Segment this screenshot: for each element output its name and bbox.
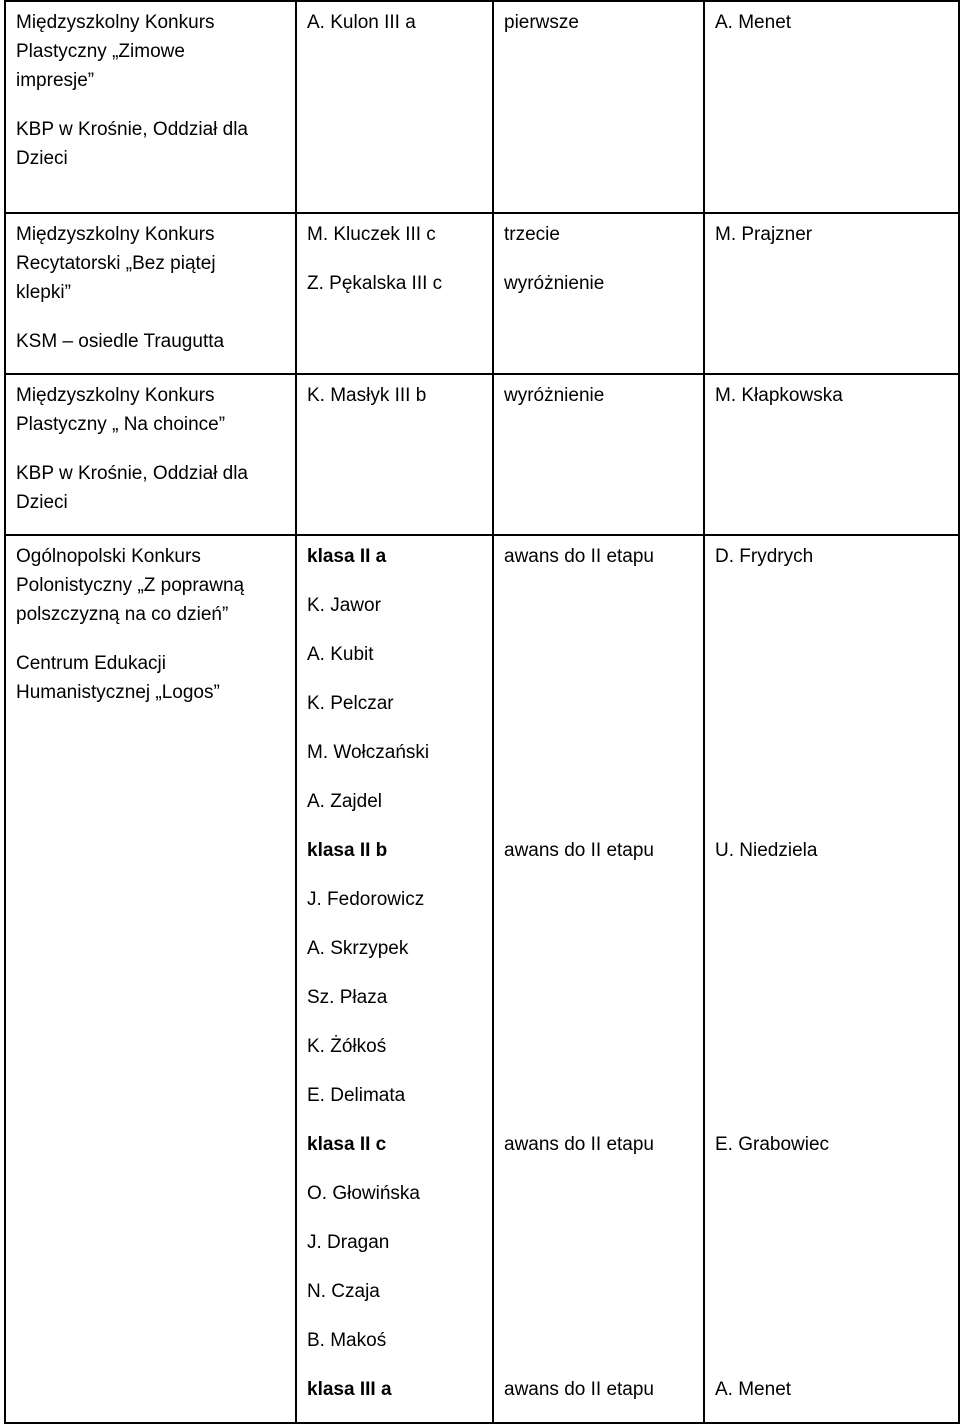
contest-cell xyxy=(5,213,296,374)
organizer xyxy=(16,649,285,707)
student-name: A. Kubit xyxy=(307,644,374,665)
contest-cell xyxy=(5,1,296,213)
teacher-name xyxy=(715,1071,948,1120)
teacher-cell xyxy=(704,1,959,213)
students-cell xyxy=(296,1,493,213)
result-text: trzecie xyxy=(504,224,560,245)
table-row xyxy=(5,213,959,374)
competition-results-table xyxy=(4,0,960,1424)
students-cell xyxy=(296,374,493,535)
contest-cell xyxy=(5,535,296,1423)
organizer xyxy=(16,327,285,356)
table-row xyxy=(5,535,959,1423)
teacher-name: A. Menet xyxy=(715,1379,792,1400)
result-cell xyxy=(493,374,704,535)
contest-name-line: Międzyszkolny Konkurs xyxy=(16,385,215,406)
organizer-line: Dzieci xyxy=(16,148,68,169)
teacher-name xyxy=(715,581,948,630)
student-name: K. Pelczar xyxy=(307,693,394,714)
contest-name-line: impresje” xyxy=(16,70,95,91)
teacher-name xyxy=(715,1267,948,1316)
contest-name-line: Plastyczny „ Na choince” xyxy=(16,414,226,435)
result-text: wyróżnienie xyxy=(504,385,605,406)
organizer xyxy=(16,459,285,517)
organizer xyxy=(16,115,285,173)
student-name: A. Zajdel xyxy=(307,791,382,812)
teacher-name xyxy=(715,973,948,1022)
result-text: wyróżnienie xyxy=(504,273,605,294)
students-cell xyxy=(296,535,493,1423)
organizer-line: Centrum Edukacji xyxy=(16,653,166,674)
result-text: pierwsze xyxy=(504,12,579,33)
teacher-name: M. Prajzner xyxy=(715,224,813,245)
result-text xyxy=(504,728,693,777)
student-name: N. Czaja xyxy=(307,1281,380,1302)
contest-cell xyxy=(5,374,296,535)
organizer-line: Humanistycznej „Logos” xyxy=(16,682,220,703)
result-text xyxy=(504,875,693,924)
contest-name-line: Recytatorski „Bez piątej xyxy=(16,253,216,274)
student-name: K. Żółkoś xyxy=(307,1036,387,1057)
result-cell xyxy=(493,213,704,374)
student-name: E. Delimata xyxy=(307,1085,406,1106)
organizer-line: Dzieci xyxy=(16,492,68,513)
class-group-label: klasa II a xyxy=(307,546,387,567)
class-group-label: klasa III a xyxy=(307,1379,392,1400)
student-name: O. Głowińska xyxy=(307,1183,420,1204)
students-cell xyxy=(296,213,493,374)
teacher-name: U. Niedziela xyxy=(715,840,818,861)
result-text: awans do II etapu xyxy=(504,1379,654,1400)
teacher-name xyxy=(715,1022,948,1071)
contest-name-line: Polonistyczny „Z poprawną xyxy=(16,575,245,596)
student-name: J. Fedorowicz xyxy=(307,889,425,910)
result-text xyxy=(504,1169,693,1218)
teacher-name xyxy=(715,924,948,973)
result-text: awans do II etapu xyxy=(504,840,654,861)
result-text xyxy=(504,1316,693,1365)
student-name: Sz. Płaza xyxy=(307,987,388,1008)
teacher-cell xyxy=(704,374,959,535)
organizer-line: KBP w Krośnie, Oddział dla xyxy=(16,119,248,140)
result-text xyxy=(504,581,693,630)
student-name: A. Kulon III a xyxy=(307,12,416,33)
teacher-name xyxy=(715,630,948,679)
teacher-name: M. Kłapkowska xyxy=(715,385,843,406)
result-text xyxy=(504,973,693,1022)
result-cell xyxy=(493,535,704,1423)
teacher-name: D. Frydrych xyxy=(715,546,814,567)
result-text xyxy=(504,630,693,679)
result-text xyxy=(504,1218,693,1267)
student-name: A. Skrzypek xyxy=(307,938,409,959)
table-row xyxy=(5,374,959,535)
student-name: K. Jawor xyxy=(307,595,381,616)
contest-name-line: Ogólnopolski Konkurs xyxy=(16,546,201,567)
student-name: Z. Pękalska III c xyxy=(307,273,443,294)
contest-name-line: Międzyszkolny Konkurs xyxy=(16,224,215,245)
result-text xyxy=(504,924,693,973)
organizer-line: KSM – osiedle Traugutta xyxy=(16,331,225,352)
contest-name-line: polszczyzną na co dzień” xyxy=(16,604,229,625)
result-text: awans do II etapu xyxy=(504,1134,654,1155)
teacher-name: E. Grabowiec xyxy=(715,1134,830,1155)
result-text xyxy=(504,1267,693,1316)
contest-name-line: Plastyczny „Zimowe xyxy=(16,41,185,62)
teacher-name xyxy=(715,875,948,924)
student-name: M. Wołczański xyxy=(307,742,430,763)
teacher-cell xyxy=(704,213,959,374)
student-name: M. Kluczek III c xyxy=(307,224,436,245)
teacher-name xyxy=(715,1169,948,1218)
result-text: awans do II etapu xyxy=(504,546,654,567)
teacher-name xyxy=(715,679,948,728)
student-name: K. Masłyk III b xyxy=(307,385,427,406)
class-group-label: klasa II c xyxy=(307,1134,387,1155)
result-cell xyxy=(493,1,704,213)
result-text xyxy=(504,777,693,826)
result-text xyxy=(504,1071,693,1120)
organizer-line: KBP w Krośnie, Oddział dla xyxy=(16,463,248,484)
contest-name-line: klepki” xyxy=(16,282,71,303)
class-group-label: klasa II b xyxy=(307,840,388,861)
teacher-cell xyxy=(704,535,959,1423)
contest-name-line: Międzyszkolny Konkurs xyxy=(16,12,215,33)
teacher-name xyxy=(715,1316,948,1365)
teacher-name xyxy=(715,1218,948,1267)
table-row xyxy=(5,1,959,213)
teacher-name: A. Menet xyxy=(715,12,792,33)
student-name: B. Makoś xyxy=(307,1330,387,1351)
teacher-name xyxy=(715,728,948,777)
teacher-name xyxy=(715,777,948,826)
result-text xyxy=(504,1022,693,1071)
student-name: J. Dragan xyxy=(307,1232,390,1253)
result-text xyxy=(504,679,693,728)
